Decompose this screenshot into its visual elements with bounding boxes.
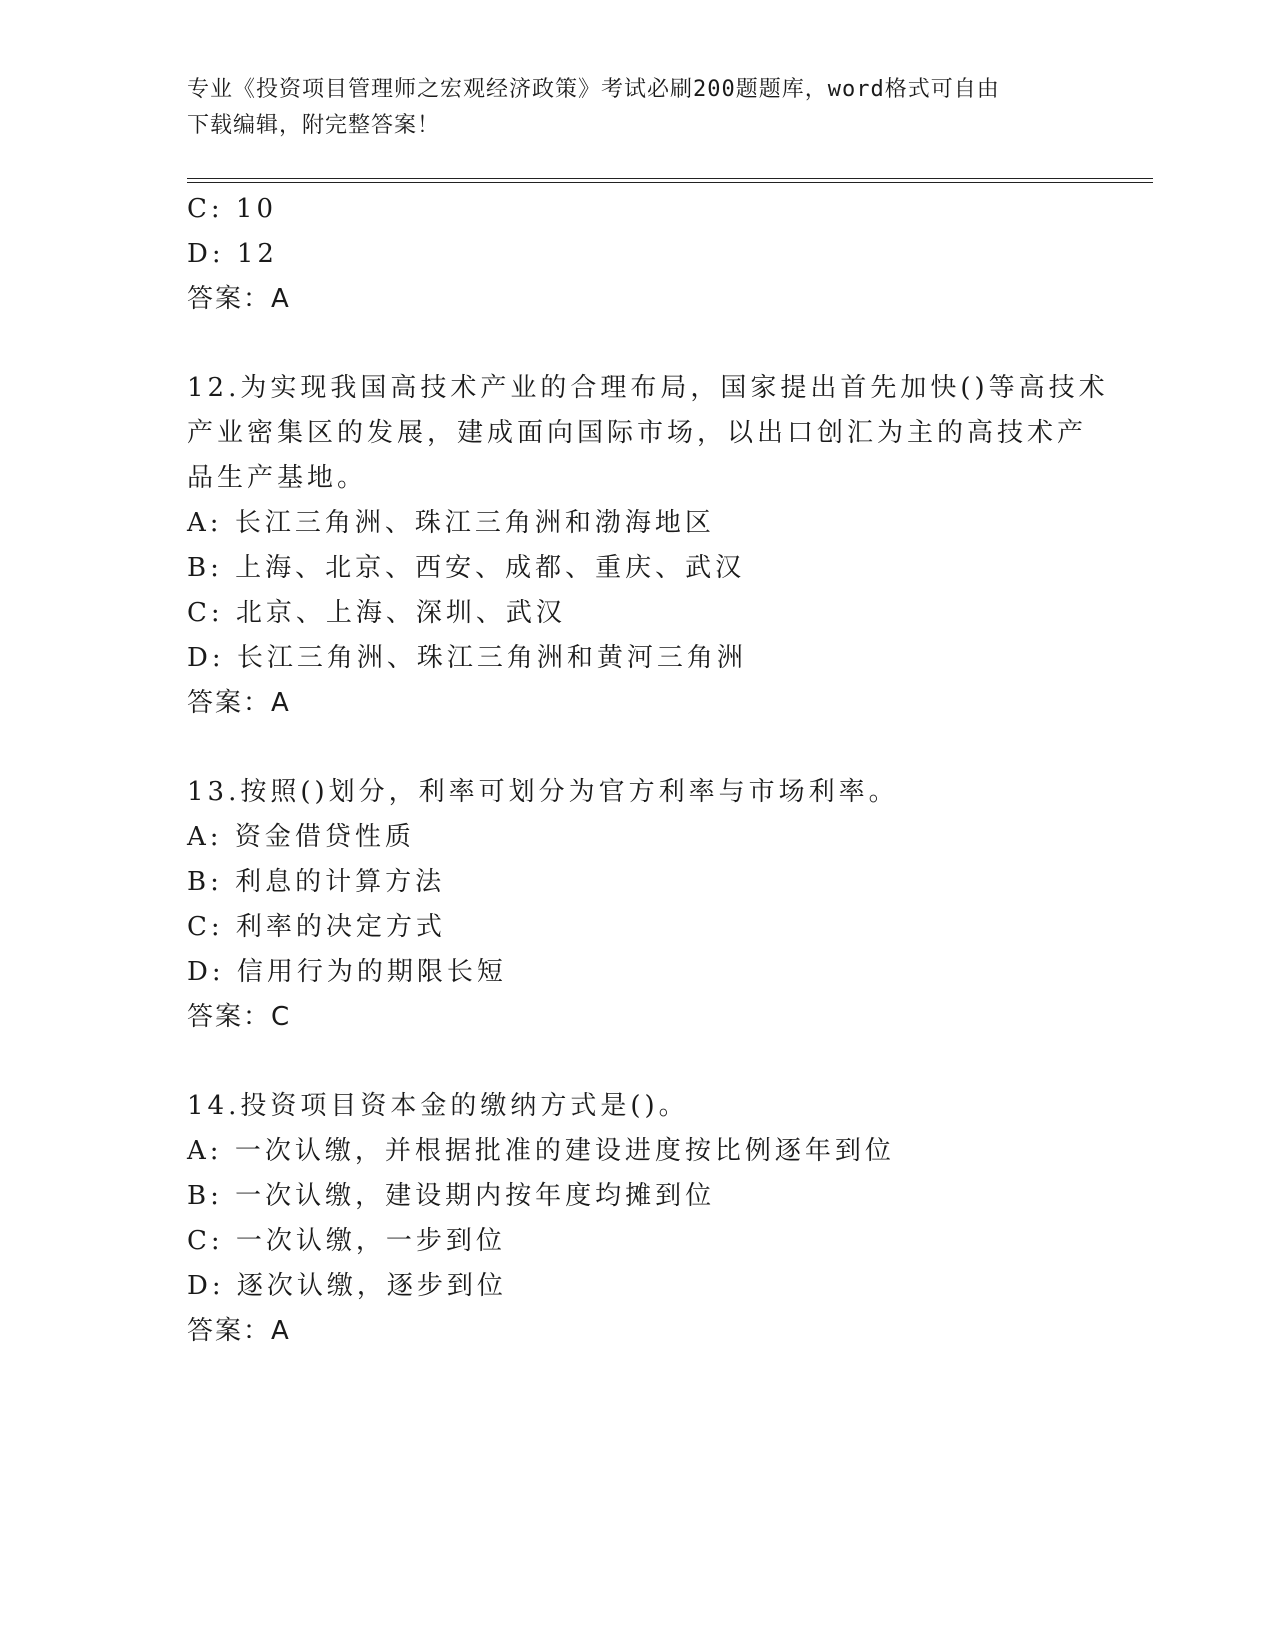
option-text: 信用行为的期限长短: [236, 957, 507, 987]
option-label: D:: [187, 239, 225, 269]
option-text: 利率的决定方式: [235, 912, 446, 942]
header-rule-top: [187, 178, 1153, 179]
option-text: 长江三角洲、珠江三角洲和渤海地区: [234, 508, 715, 538]
question-12-option-a: [187, 506, 715, 540]
question-14-answer: 答案：A: [187, 1316, 291, 1346]
header-rule-bottom: [187, 182, 1153, 183]
question-13-option-c: [187, 910, 446, 944]
header-line-2: 下载编辑，附完整答案！: [187, 113, 441, 138]
option-label: A:: [187, 822, 223, 852]
document-header: [187, 72, 1067, 144]
option-d: [187, 237, 278, 271]
question-13-answer: 答案：C: [187, 1002, 292, 1032]
question-13-option-a: [187, 820, 415, 854]
option-text: 一次认缴，建设期内按年度均摊到位: [235, 1181, 716, 1211]
option-label: D:: [187, 957, 225, 987]
question-12-option-d: [187, 641, 747, 675]
option-label: B:: [187, 553, 223, 583]
option-text: 一次认缴，并根据批准的建设进度按比例逐年到位: [234, 1136, 895, 1166]
question-14-option-d: [187, 1269, 507, 1303]
question-13-stem-line-1: 13.按照()划分，利率可划分为官方利率与市场利率。: [187, 777, 899, 807]
option-label: C:: [187, 912, 224, 942]
option-label: B:: [187, 1181, 223, 1211]
option-label: C:: [187, 194, 224, 224]
question-14-option-a: [187, 1134, 895, 1168]
question-12-stem-line-3: 品生产基地。: [187, 463, 368, 493]
option-c: [187, 192, 277, 226]
question-14-option-b: [187, 1179, 715, 1213]
option-text: 长江三角洲、珠江三角洲和黄河三角洲: [236, 643, 747, 673]
question-12-option-b: [187, 551, 745, 585]
question-14-stem-line-1: 14.投资项目资本金的缴纳方式是()。: [187, 1091, 689, 1121]
header-line-1: 专业《投资项目管理师之宏观经济政策》考试必刷200题题库，word格式可自由: [187, 77, 1000, 102]
option-text: 上海、北京、西安、成都、重庆、武汉: [235, 553, 746, 583]
question-12-option-c: [187, 596, 566, 630]
question-12-answer: 答案：A: [187, 688, 291, 718]
option-text: 一次认缴，一步到位: [235, 1226, 506, 1256]
question-13-option-b: [187, 865, 445, 899]
option-text: 利息的计算方法: [235, 867, 446, 897]
option-text: 逐次认缴，逐步到位: [236, 1271, 507, 1301]
option-text: 12: [236, 239, 278, 269]
option-text: 10: [235, 194, 278, 224]
option-label: D:: [187, 643, 225, 673]
answer: 答案：A: [187, 284, 291, 314]
question-12-stem-line-1: 12.为实现我国高技术产业的合理布局，国家提出首先加快()等高技术: [187, 373, 1109, 403]
option-label: A:: [187, 508, 223, 538]
question-13-option-d: [187, 955, 507, 989]
option-label: D:: [187, 1271, 225, 1301]
option-label: B:: [187, 867, 223, 897]
option-text: 北京、上海、深圳、武汉: [235, 598, 566, 628]
option-label: C:: [187, 1226, 224, 1256]
question-12-stem-line-2: 产业密集区的发展，建成面向国际市场，以出口创汇为主的高技术产: [187, 418, 1088, 448]
option-label: A:: [187, 1136, 223, 1166]
option-text: 资金借贷性质: [234, 822, 415, 852]
question-14-option-c: [187, 1224, 506, 1258]
option-label: C:: [187, 598, 224, 628]
